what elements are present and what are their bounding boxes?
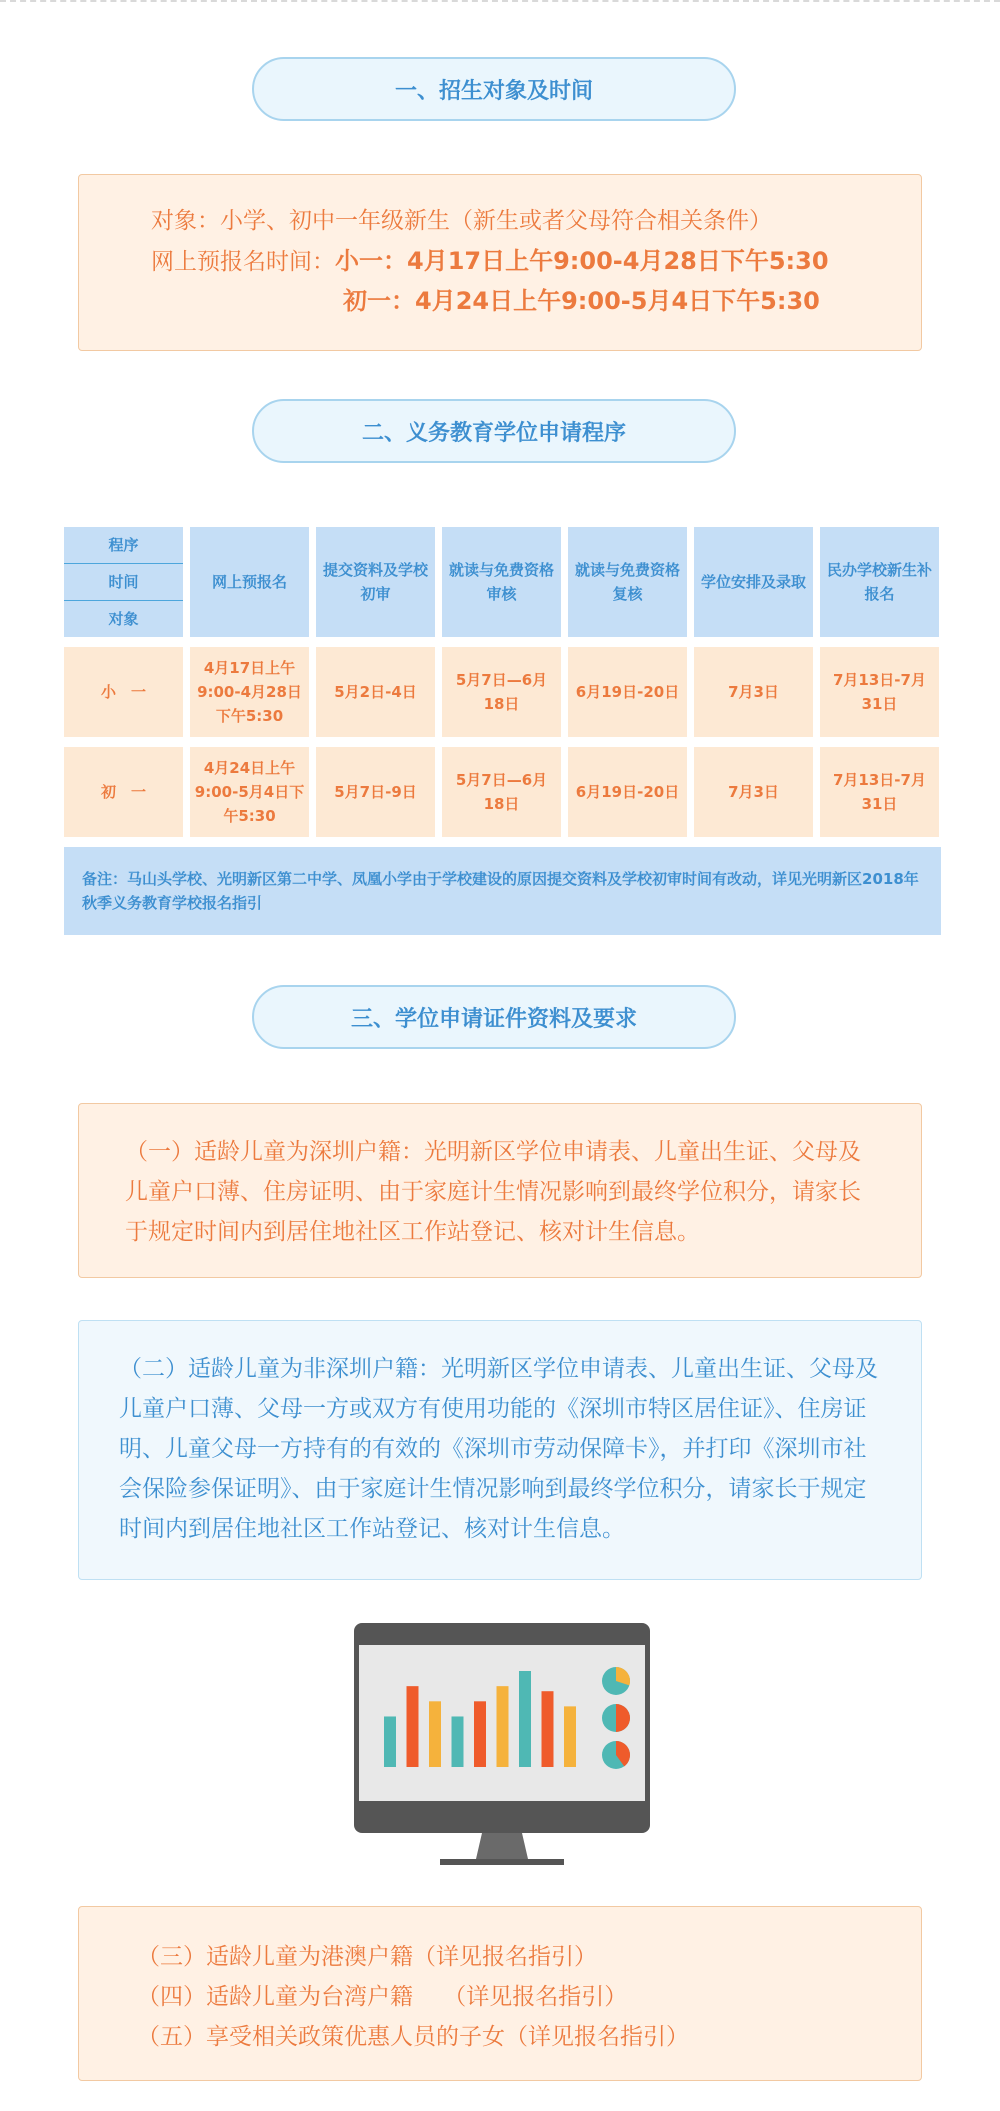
chart-bar [384,1716,396,1767]
corner-label-time: 时间 [64,563,183,600]
table-cell: 6月19日-20日 [568,647,687,737]
header-cell: 提交资料及学校初审 [316,527,435,637]
header-cell: 就读与免费资格审核 [442,527,561,637]
chart-bar [474,1701,486,1767]
requirement-item-3: （三）适龄儿童为港澳户籍（详见报名指引） [137,1944,597,1970]
requirement-item-5: （五）享受相关政策优惠人员的子女（详见报名指引） [137,2024,689,2050]
table-cell: 7月3日 [694,647,813,737]
requirement-item-4: （四）适龄儿童为台湾户籍 （详见报名指引） [137,1984,628,2010]
section1-title: 一、招生对象及时间 [252,57,736,121]
monitor-chart-icon [354,1623,650,1869]
corner-label-procedure: 程序 [108,536,139,554]
time-middle: 初一：4月24日上午9:00-5月4日下午5:30 [343,287,820,315]
time-primary: 小一：4月17日上午9:00-4月28日下午5:30 [335,247,829,275]
table-row [64,647,941,737]
table-cell: 5月7日—6月18日 [442,747,561,837]
table-header-row [64,527,941,637]
table-cell: 7月3日 [694,747,813,837]
table-cell: 7月13日-7月31日 [820,747,939,837]
monitor-stand [476,1833,528,1859]
table-cell: 7月13日-7月31日 [820,647,939,737]
monitor-base [440,1859,564,1865]
target-label: 对象： [151,208,220,234]
chart-bar [429,1701,441,1767]
corner-label-target: 对象 [64,600,183,637]
requirement-item-1: （一）适龄儿童为深圳户籍：光明新区学位申请表、儿童出生证、父母及儿童户口薄、住房证明、由于家庭计生情况影响到最终学位积分，请家长于规定时间内到居住地社区工作站登记、核对计生信息。 [78,1103,922,1278]
table-note: 备注：马山头学校、光明新区第二中学、凤凰小学由于学校建设的原因提交资料及学校初审时间有改动，详见光明新区2018年秋季义务教育学校报名指引 [64,847,941,935]
time-label: 网上预报名时间： [151,249,335,275]
table-row [64,747,941,837]
row-label: 小 一 [64,647,183,737]
target-text: 小学、初中一年级新生（新生或者父母符合相关条件） [220,208,772,234]
header-corner [64,527,183,637]
section3-title: 三、学位申请证件资料及要求 [252,985,736,1049]
table-cell: 6月19日-20日 [568,747,687,837]
chart-bar [497,1686,509,1767]
requirement-item-2: （二）适龄儿童为非深圳户籍：光明新区学位申请表、儿童出生证、父母及儿童户口薄、父母一方或双方有使用功能的《深圳市特区居住证》、住房证明、儿童父母一方持有的有效的《深圳市劳动保障卡》，并打印《深圳市社会保险参保证明》、由于家庭计生情况影响到最终学位积分，请家长于规定时间内到居住地社区工作站登记、核对计生信息。 [78,1320,922,1580]
table-cell: 4月24日上午9:00-5月4日下午5:30 [190,747,309,837]
requirement-list [78,1906,922,2081]
time-middle-line [151,281,921,321]
enrollment-info-box [78,174,922,351]
schedule-table [64,527,941,935]
chart-bar [452,1716,464,1767]
row-label: 初 一 [64,747,183,837]
table-cell: 5月7日-9日 [316,747,435,837]
chart-bar [519,1671,531,1767]
header-cell: 学位安排及录取 [694,527,813,637]
table-cell: 5月7日—6月18日 [442,647,561,737]
chart-bar [542,1691,554,1767]
section2-title: 二、义务教育学位申请程序 [252,399,736,463]
table-cell: 4月17日上午9:00-4月28日下午5:30 [190,647,309,737]
chart-bar [407,1686,419,1767]
time-line [151,241,921,281]
target-line [151,201,921,241]
pie-group [602,1667,630,1769]
chart-bar [564,1706,576,1767]
header-cell: 就读与免费资格复核 [568,527,687,637]
table-cell: 5月2日-4日 [316,647,435,737]
top-divider [0,0,1000,2]
header-cell: 民办学校新生补报名 [820,527,939,637]
header-cell: 网上预报名 [190,527,309,637]
